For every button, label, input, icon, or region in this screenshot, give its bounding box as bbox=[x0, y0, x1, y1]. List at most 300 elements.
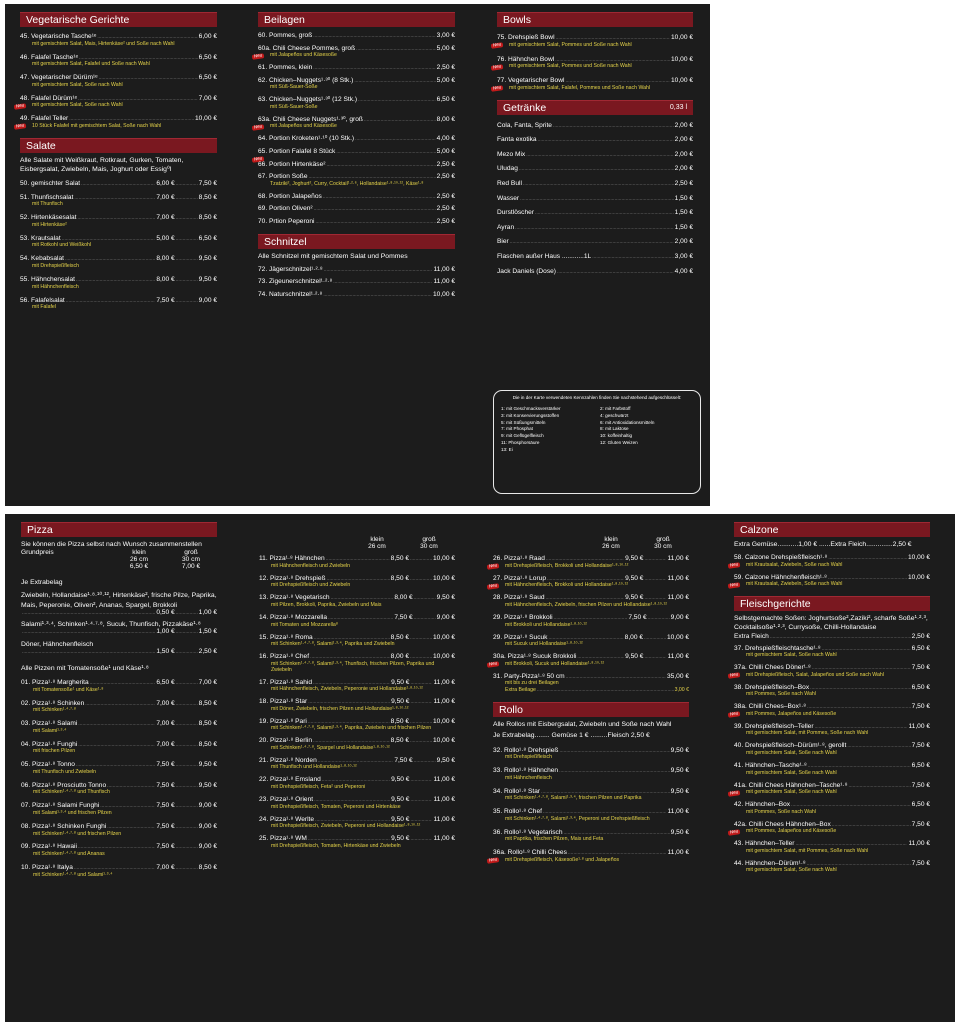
new-badge: Neu bbox=[14, 123, 27, 129]
leader-dots bbox=[176, 650, 198, 655]
menu-item-row bbox=[20, 298, 217, 305]
extra-row bbox=[734, 633, 930, 640]
item-price: 7,50 € bbox=[911, 742, 930, 750]
price-large: 9,00 € bbox=[198, 822, 217, 830]
menu-item-row bbox=[734, 802, 930, 809]
menu-item-row bbox=[20, 215, 217, 222]
legend-entry: 12: Gluten Weizen bbox=[600, 439, 638, 445]
item-description: mit Tomatensoße¹ und Käse¹·⁸ bbox=[33, 686, 104, 693]
item-description: mit Krautsalat, Zwiebeln, Soße nach Wahl bbox=[746, 581, 843, 588]
section-volume: 0,33 l bbox=[669, 104, 687, 112]
item-name: Wasser bbox=[497, 194, 520, 202]
item-name: 02. Pizza¹·⁸ Schinken bbox=[21, 699, 85, 707]
item-name: 45. Vegetarische Tasche¹ᵉ bbox=[20, 33, 97, 40]
leader-dots bbox=[326, 163, 435, 168]
new-badge: Neu bbox=[728, 672, 741, 678]
price-large: 9,00 € bbox=[670, 613, 689, 621]
item-name: 29. Pizza¹·⁸ Brokkoli bbox=[493, 613, 553, 621]
item-price: 10,00 € bbox=[908, 573, 930, 581]
menu-item bbox=[258, 136, 455, 143]
item-description: mit Drehspießfleisch, Tomaten, Hirtenkäse und Zwiebeln bbox=[271, 842, 401, 849]
section-header bbox=[734, 522, 930, 537]
leader-dots bbox=[22, 611, 155, 616]
leader-dots bbox=[176, 722, 198, 727]
item-price: 3,00 € bbox=[674, 253, 693, 261]
item-description: mit Drehspießfleisch bbox=[505, 754, 552, 761]
menu-item bbox=[258, 219, 455, 226]
extra-price: 2,50 € bbox=[911, 632, 930, 640]
item-name: 44. Hähnchen–Dürüm¹·⁸ bbox=[734, 859, 806, 867]
leader-dots bbox=[410, 739, 432, 744]
menu-item-row bbox=[259, 595, 455, 602]
item-name: 63a. Chili Cheese Nuggets¹·³⁰, groß bbox=[258, 115, 363, 123]
item-price: 5,00 € bbox=[436, 76, 455, 84]
menu-item-row bbox=[21, 824, 217, 831]
item-name: 56. Falafelsalat bbox=[20, 296, 65, 304]
price-small: 8,50 € bbox=[390, 574, 409, 582]
column-sides-schnitzel bbox=[253, 4, 455, 506]
menu-item-row bbox=[734, 841, 930, 848]
item-price: 2,00 € bbox=[674, 150, 693, 158]
item-price: 7,50 € bbox=[911, 820, 930, 828]
item-price: 1,50 € bbox=[674, 209, 693, 217]
size-header bbox=[493, 536, 689, 550]
price-small: 9,50 € bbox=[391, 796, 410, 803]
leader-dots bbox=[176, 866, 198, 871]
leader-dots bbox=[176, 845, 198, 850]
item-name: 10. Pizza¹·⁸ Italya bbox=[21, 864, 73, 872]
new-badge: Neu bbox=[487, 661, 500, 667]
menu-item bbox=[259, 615, 455, 629]
legend-entry: 3: mit Konservierungsstoffen bbox=[501, 412, 560, 418]
item-price: 10,00 € bbox=[671, 34, 693, 41]
menu-item bbox=[493, 809, 689, 823]
leader-dots bbox=[559, 769, 670, 774]
leader-dots bbox=[546, 596, 625, 601]
leader-dots bbox=[176, 257, 198, 262]
leader-dots bbox=[176, 630, 198, 635]
menu-item-row bbox=[259, 777, 455, 784]
item-name: 50. gemischter Salat bbox=[20, 180, 81, 188]
item-price: 9,50 € bbox=[670, 828, 689, 836]
leader-dots bbox=[176, 763, 198, 768]
item-description: mit gemischtem Salat, Soße nach Wahl bbox=[746, 652, 837, 659]
item-description: mit Pommes, Jalapeños und Käsesoße bbox=[746, 828, 837, 835]
price-large: 9,50 € bbox=[198, 781, 217, 789]
item-description: mit Sucuk und Hollandaise¹·⁸·¹⁰·¹² bbox=[505, 641, 583, 648]
leader-dots bbox=[79, 56, 198, 61]
leader-dots bbox=[78, 722, 155, 727]
item-name: 41a. Chilli Chees Hähnchen–Tasche¹·⁸ bbox=[734, 781, 848, 789]
size-large-label: groß bbox=[656, 536, 670, 543]
size-large-cm: 30 cm bbox=[182, 556, 200, 564]
leader-dots bbox=[538, 138, 674, 143]
section-header bbox=[497, 100, 693, 115]
item-name: Bier bbox=[497, 238, 509, 246]
leader-dots bbox=[315, 818, 390, 823]
price-large: 11,00 € bbox=[667, 574, 689, 582]
new-badge: Neu bbox=[252, 156, 265, 162]
item-price: 6,50 € bbox=[198, 74, 217, 82]
menu-item bbox=[21, 680, 217, 694]
price-small: 7,50 € bbox=[628, 613, 647, 621]
leader-dots bbox=[537, 688, 674, 694]
item-name: 42. Hähnchen–Box bbox=[734, 801, 791, 809]
item-price: 9,50 € bbox=[670, 746, 689, 754]
base-price-label: Grundpreis bbox=[21, 549, 54, 557]
menu-item bbox=[258, 174, 455, 188]
section-intro: Alle Salate mit Weißkraut, Rotkraut, Gurken, Tomaten, Eisbergsalat, Zwiebeln, Mais, Joghurt oder Essig⁰l bbox=[20, 156, 184, 173]
leader-dots bbox=[807, 705, 911, 710]
menu-item-row bbox=[259, 758, 455, 765]
menu-item bbox=[20, 215, 217, 229]
menu-item-row bbox=[734, 724, 930, 731]
leader-dots bbox=[176, 237, 198, 242]
menu-item-row bbox=[20, 277, 217, 284]
size-small-cm: 26 cm bbox=[368, 543, 386, 551]
size-large bbox=[637, 536, 689, 550]
leader-dots bbox=[555, 58, 670, 63]
leader-dots bbox=[90, 681, 156, 686]
item-description: mit Hähnchenfleisch bbox=[32, 283, 79, 290]
legend-entry: 2: mit Farbstoff bbox=[600, 405, 631, 411]
item-name: 53. Krautsalat bbox=[20, 234, 61, 242]
leader-dots bbox=[65, 257, 155, 262]
price-large: 35,00 € bbox=[667, 672, 689, 680]
section-intro: Selbstgemachte Soßen: Joghurtsoße²,Zaziki², scharfe Soße¹·²·³, Cocktailsoße¹·²·³, Currysoße, Chilli-Hollandaise bbox=[734, 615, 928, 632]
menu-item bbox=[259, 836, 455, 850]
legend-entry: 9: mit Geflügelfleisch bbox=[501, 433, 544, 439]
price-large: 8,50 € bbox=[198, 193, 217, 201]
new-badge: Neu bbox=[252, 53, 265, 59]
size-small bbox=[351, 536, 403, 550]
item-name: 66. Portion Hirtenkäse² bbox=[258, 160, 326, 168]
leader-dots bbox=[355, 137, 436, 142]
item-price: 5,00 € bbox=[436, 148, 455, 156]
menu-item bbox=[729, 781, 930, 797]
item-name: 24. Pizza¹·⁸ Werlte bbox=[259, 815, 315, 823]
item-price: 6,50 € bbox=[911, 801, 930, 809]
leader-dots bbox=[548, 636, 623, 641]
leader-dots bbox=[410, 837, 432, 842]
item-name: 77. Vegetarischer Bowl bbox=[497, 77, 565, 85]
price-large: 11,00 € bbox=[433, 815, 455, 823]
menu-item bbox=[253, 115, 455, 131]
size-small-label: klein bbox=[132, 549, 146, 557]
menu-item bbox=[734, 743, 930, 757]
price-large: 9,50 € bbox=[198, 255, 217, 263]
item-name: 58. Calzone Drehspießfleisch¹·⁸ bbox=[734, 554, 828, 562]
item-description: mit Pommes, Soße nach Wahl bbox=[746, 691, 816, 698]
price-small: 1,50 € bbox=[156, 648, 175, 656]
item-price: 2,50 € bbox=[436, 192, 455, 200]
price-small: 9,50 € bbox=[625, 574, 644, 582]
leader-dots bbox=[78, 97, 198, 102]
leader-dots bbox=[644, 557, 666, 562]
price-large: 10,00 € bbox=[433, 737, 455, 745]
menu-item bbox=[259, 758, 455, 772]
item-description: mit Rotkohl und Weißkohl bbox=[32, 242, 92, 249]
item-name: 51. Thunfischsalat bbox=[20, 193, 74, 201]
leader-dots bbox=[410, 700, 432, 705]
leader-dots bbox=[810, 686, 911, 691]
leader-dots bbox=[848, 784, 910, 789]
legend-title: Die in der Karte verwendeten Kennzahlen finden Sie nachstehend aufgeschlüsselt: bbox=[512, 395, 682, 400]
menu-item-row bbox=[497, 137, 693, 144]
item-description: mit Pommes, Jalapeños und Käsesoße bbox=[746, 710, 837, 717]
item-description: mit gemischtem Salat, Falafel, Pommes und Soße nach Wahl bbox=[509, 84, 651, 91]
item-price: 5,00 € bbox=[436, 44, 455, 52]
item-name: 47. Vegetarischer Dürüm¹ᵉ bbox=[20, 74, 98, 82]
item-price: 2,50 € bbox=[436, 160, 455, 168]
section-title: Beilagen bbox=[264, 14, 305, 26]
leader-dots bbox=[100, 804, 155, 809]
section-header bbox=[20, 138, 217, 153]
leader-dots bbox=[592, 255, 673, 260]
legend-entry: 7: mit Phosphat bbox=[501, 426, 533, 432]
leader-dots bbox=[410, 720, 432, 725]
menu-item bbox=[258, 162, 455, 169]
size-header bbox=[259, 536, 455, 550]
item-description: mit Drehspießfleisch, Brokkoli und Hollandaise¹·⁸·¹⁰·¹² bbox=[505, 562, 629, 569]
menu-item-row bbox=[258, 194, 455, 201]
item-description: mit gemischtem Salat, Pommes und Soße nach Wahl bbox=[509, 41, 632, 48]
menu-item bbox=[20, 195, 217, 209]
leader-dots bbox=[74, 196, 155, 201]
legend-entry: 10: koffeinhaltig bbox=[600, 433, 633, 439]
leader-dots bbox=[313, 739, 390, 744]
item-price: 1,50 € bbox=[674, 223, 693, 231]
menu-item-row bbox=[259, 680, 455, 687]
item-price: 6,50 € bbox=[911, 644, 930, 652]
extra-topping-names: Salami¹·³·⁴, Schinken¹·⁴·⁷·⁸, Sucuk, Thunfisch, Pizzakäse¹·⁸ bbox=[21, 621, 201, 629]
price-large: 9,50 € bbox=[436, 594, 455, 602]
leader-dots bbox=[66, 299, 156, 304]
price-small: 9,50 € bbox=[391, 835, 410, 843]
legend-entry: 8: mit Laktose bbox=[600, 426, 629, 432]
item-name: 12. Pizza¹·⁸ Drehspieß bbox=[259, 574, 326, 582]
price-small: 7,50 € bbox=[394, 756, 413, 764]
leader-dots bbox=[644, 596, 666, 601]
menu-item-row bbox=[497, 78, 693, 85]
item-name: Jack Daniels (Dose) bbox=[497, 267, 556, 275]
price-large: 11,00 € bbox=[667, 653, 689, 661]
leader-dots bbox=[78, 743, 155, 748]
base-price-small: 6,50 € bbox=[129, 563, 149, 571]
leader-dots bbox=[543, 810, 667, 815]
menu-item bbox=[258, 78, 455, 92]
new-badge: Neu bbox=[487, 858, 500, 864]
new-badge: Neu bbox=[491, 64, 504, 70]
menu-item-row bbox=[21, 742, 217, 749]
leader-dots bbox=[354, 79, 435, 84]
item-name: 27. Pizza¹·⁸ Lorup bbox=[493, 574, 546, 582]
menu-item-row bbox=[21, 865, 217, 872]
column-pizza-specials bbox=[259, 514, 455, 1022]
menu-item-row bbox=[493, 654, 689, 661]
item-description: mit Paprika, frischen Pilzen, Mais und Feta bbox=[505, 836, 604, 843]
price-small: 6,50 € bbox=[156, 678, 175, 686]
legend-grid bbox=[501, 406, 693, 452]
leader-dots bbox=[410, 557, 432, 562]
item-description: mit Hähnchenfleisch, Zwiebeln, Peperonie und Hollandaise¹·⁸·¹⁰·¹² bbox=[271, 686, 423, 693]
menu-item bbox=[21, 803, 217, 817]
price-large: 9,50 € bbox=[198, 761, 217, 769]
menu-item bbox=[497, 137, 693, 144]
price-small: 7,50 € bbox=[156, 296, 175, 304]
price-large: 10,00 € bbox=[433, 633, 455, 641]
leader-dots bbox=[308, 700, 390, 705]
menu-page-bottom bbox=[5, 514, 955, 1022]
item-name: 32. Rollo¹·⁸ Drehspieß bbox=[493, 746, 559, 754]
item-description: mit Schinken¹·⁴·⁷·⁸ bbox=[33, 707, 76, 714]
item-price: 2,50 € bbox=[436, 173, 455, 181]
size-small-label: klein bbox=[604, 536, 618, 543]
menu-item bbox=[497, 166, 693, 173]
menu-item bbox=[488, 555, 689, 570]
menu-item-row bbox=[20, 96, 217, 103]
item-description: Tzatziki², Joghurt², Curry, Cocktail¹·²·⁶, Hollandaise¹·⁸·¹⁰·¹², Käse¹·⁸ bbox=[270, 180, 424, 187]
item-description: mit Schinken¹·⁴·⁷·⁸, Salami¹·³·⁴, Paprika, Zwiebeln und frischen Pilzen bbox=[271, 725, 432, 732]
price-large: 11,00 € bbox=[433, 776, 455, 784]
menu-item-row bbox=[20, 181, 217, 188]
item-name: 64. Portion Kroketen¹·¹⁰ (10 Stk.) bbox=[258, 135, 355, 143]
leader-dots bbox=[410, 798, 432, 803]
item-name: 22. Pizza¹·⁸ Emsland bbox=[259, 776, 321, 784]
leader-dots bbox=[410, 577, 432, 582]
item-price: 2,50 € bbox=[436, 64, 455, 72]
leader-dots bbox=[74, 866, 155, 871]
leader-dots bbox=[85, 702, 155, 707]
leader-dots bbox=[791, 803, 911, 808]
item-name: 37. Drehspießfleischtasche¹·⁸ bbox=[734, 644, 821, 652]
menu-item-row bbox=[734, 685, 930, 692]
price-small: 7,00 € bbox=[156, 699, 175, 707]
item-name: 37a. Chilli Chees Döner¹·⁸ bbox=[734, 664, 811, 672]
menu-item bbox=[21, 762, 217, 776]
menu-item-row bbox=[21, 680, 217, 687]
section-intro: Extra Gemüse...........1,00 € ......Extra Fleich..............2,50 € bbox=[734, 541, 912, 548]
item-description: 10 Stück Falafel mit gemischtem Salat, Soße nach Wahl bbox=[32, 122, 162, 129]
menu-item bbox=[258, 194, 455, 201]
price-small: 9,50 € bbox=[391, 678, 410, 686]
leader-dots bbox=[523, 182, 674, 187]
menu-item bbox=[493, 748, 689, 762]
price-small: 8,50 € bbox=[390, 555, 409, 563]
section-title: Getränke bbox=[503, 101, 547, 114]
item-name: 52. Hirtenkäsesalat bbox=[20, 214, 77, 222]
menu-item-row bbox=[493, 748, 689, 755]
menu-item-row bbox=[20, 195, 217, 202]
menu-item-row bbox=[259, 556, 455, 563]
price-small: 9,50 € bbox=[391, 776, 410, 784]
leader-dots bbox=[410, 655, 432, 660]
leader-dots bbox=[313, 34, 435, 39]
legend-entry: 13: Ei bbox=[501, 446, 513, 452]
item-name: 65. Portion Falafel 8 Stück bbox=[258, 148, 336, 156]
item-description: mit Thunfisch und Hollandaise¹·⁸·¹⁰·¹² bbox=[271, 764, 357, 771]
price-large: 1,00 € bbox=[198, 608, 217, 616]
price-small: 8,00 € bbox=[624, 633, 643, 641]
leader-dots bbox=[176, 196, 198, 201]
item-price: 10,00 € bbox=[671, 77, 693, 85]
price-small: 8,50 € bbox=[390, 717, 409, 725]
item-name: 25. Pizza¹·⁸ WM bbox=[259, 835, 307, 843]
price-large: 8,50 € bbox=[198, 864, 217, 872]
column-pizza-rollo bbox=[488, 514, 689, 1022]
menu-item-row bbox=[20, 34, 217, 41]
menu-item bbox=[258, 65, 455, 72]
extra-topping bbox=[21, 620, 217, 636]
item-name: 38a. Chilli Chees–Box¹·⁸ bbox=[734, 703, 807, 711]
menu-item bbox=[20, 236, 217, 250]
leader-dots bbox=[78, 845, 155, 850]
menu-item bbox=[258, 279, 455, 286]
price-small: 7,00 € bbox=[156, 193, 175, 201]
price-large: 6,50 € bbox=[198, 234, 217, 242]
item-description: mit gemischtem Salat, Soße nach Wahl bbox=[746, 769, 837, 776]
menu-item bbox=[493, 615, 689, 629]
leader-dots bbox=[364, 118, 436, 123]
leader-dots bbox=[510, 240, 674, 245]
menu-item-row bbox=[259, 699, 455, 706]
price-small: 8,50 € bbox=[390, 737, 409, 745]
menu-item-row bbox=[734, 743, 930, 750]
menu-item bbox=[21, 865, 217, 879]
menu-item bbox=[497, 210, 693, 217]
new-badge: Neu bbox=[487, 563, 500, 569]
price-small: 7,50 € bbox=[394, 613, 413, 621]
extra-topping-names: Zwiebeln, Hollandaise¹·⁸·¹⁰·¹², Hirtenkäse², frische Pilze, Paprika, Mais, Peperonie, Oliven², Ananas, Spargel, Brokkoli bbox=[21, 592, 217, 609]
menu-item bbox=[734, 724, 930, 738]
item-price: 8,00 € bbox=[436, 115, 455, 123]
menu-item bbox=[259, 817, 455, 831]
item-name: 19. Pizza¹·⁸ Pari bbox=[259, 717, 307, 725]
extra-topping-prices bbox=[21, 610, 217, 617]
item-name: 14. Pizza¹·⁸ Mozzarella bbox=[259, 613, 328, 621]
item-price: 2,50 € bbox=[436, 217, 455, 225]
extra-topping-prices bbox=[21, 629, 217, 636]
menu-item bbox=[734, 646, 930, 660]
menu-item bbox=[20, 34, 217, 48]
item-name: 67. Portion Soße bbox=[258, 173, 308, 181]
item-description: mit gemischtem Salat, Soße nach Wahl bbox=[746, 750, 837, 757]
item-name: 05. Pizza¹·⁸ Tonno bbox=[21, 761, 75, 769]
menu-item-row bbox=[493, 556, 689, 563]
menu-item bbox=[258, 267, 455, 274]
section-header bbox=[21, 522, 217, 537]
menu-item bbox=[493, 789, 689, 803]
item-price: 6,00 € bbox=[198, 33, 217, 40]
menu-item-row bbox=[258, 219, 455, 226]
item-name: 13. Pizza¹·⁸ Vegetarisch bbox=[259, 594, 330, 602]
menu-item-row bbox=[493, 615, 689, 622]
column-vegetarian-salads bbox=[15, 4, 217, 506]
item-description: mit Drehspießfleisch, Zwiebeln, Peperoni und Hollandaise¹·⁸·¹⁰·¹² bbox=[271, 823, 421, 830]
item-name: 04. Pizza¹·⁸ Funghi bbox=[21, 740, 78, 748]
item-name: 03. Pizza¹·⁸ Salami bbox=[21, 720, 78, 728]
item-name: 07. Pizza¹·⁸ Salami Funghi bbox=[21, 802, 100, 810]
size-large-cm: 30 cm bbox=[420, 543, 438, 551]
item-price: 9,50 € bbox=[670, 787, 689, 795]
leader-dots bbox=[176, 825, 198, 830]
pizza-note: Alle Pizzen mit Tomatensoße¹ und Käse¹·⁸ bbox=[21, 664, 149, 672]
leader-dots bbox=[847, 744, 910, 749]
price-small: 8,00 € bbox=[156, 255, 175, 263]
item-description: mit Schinken¹·⁴·⁷·⁸ und Ananas bbox=[33, 851, 105, 858]
leader-dots bbox=[331, 596, 394, 601]
item-price: 11,00 € bbox=[908, 722, 930, 730]
